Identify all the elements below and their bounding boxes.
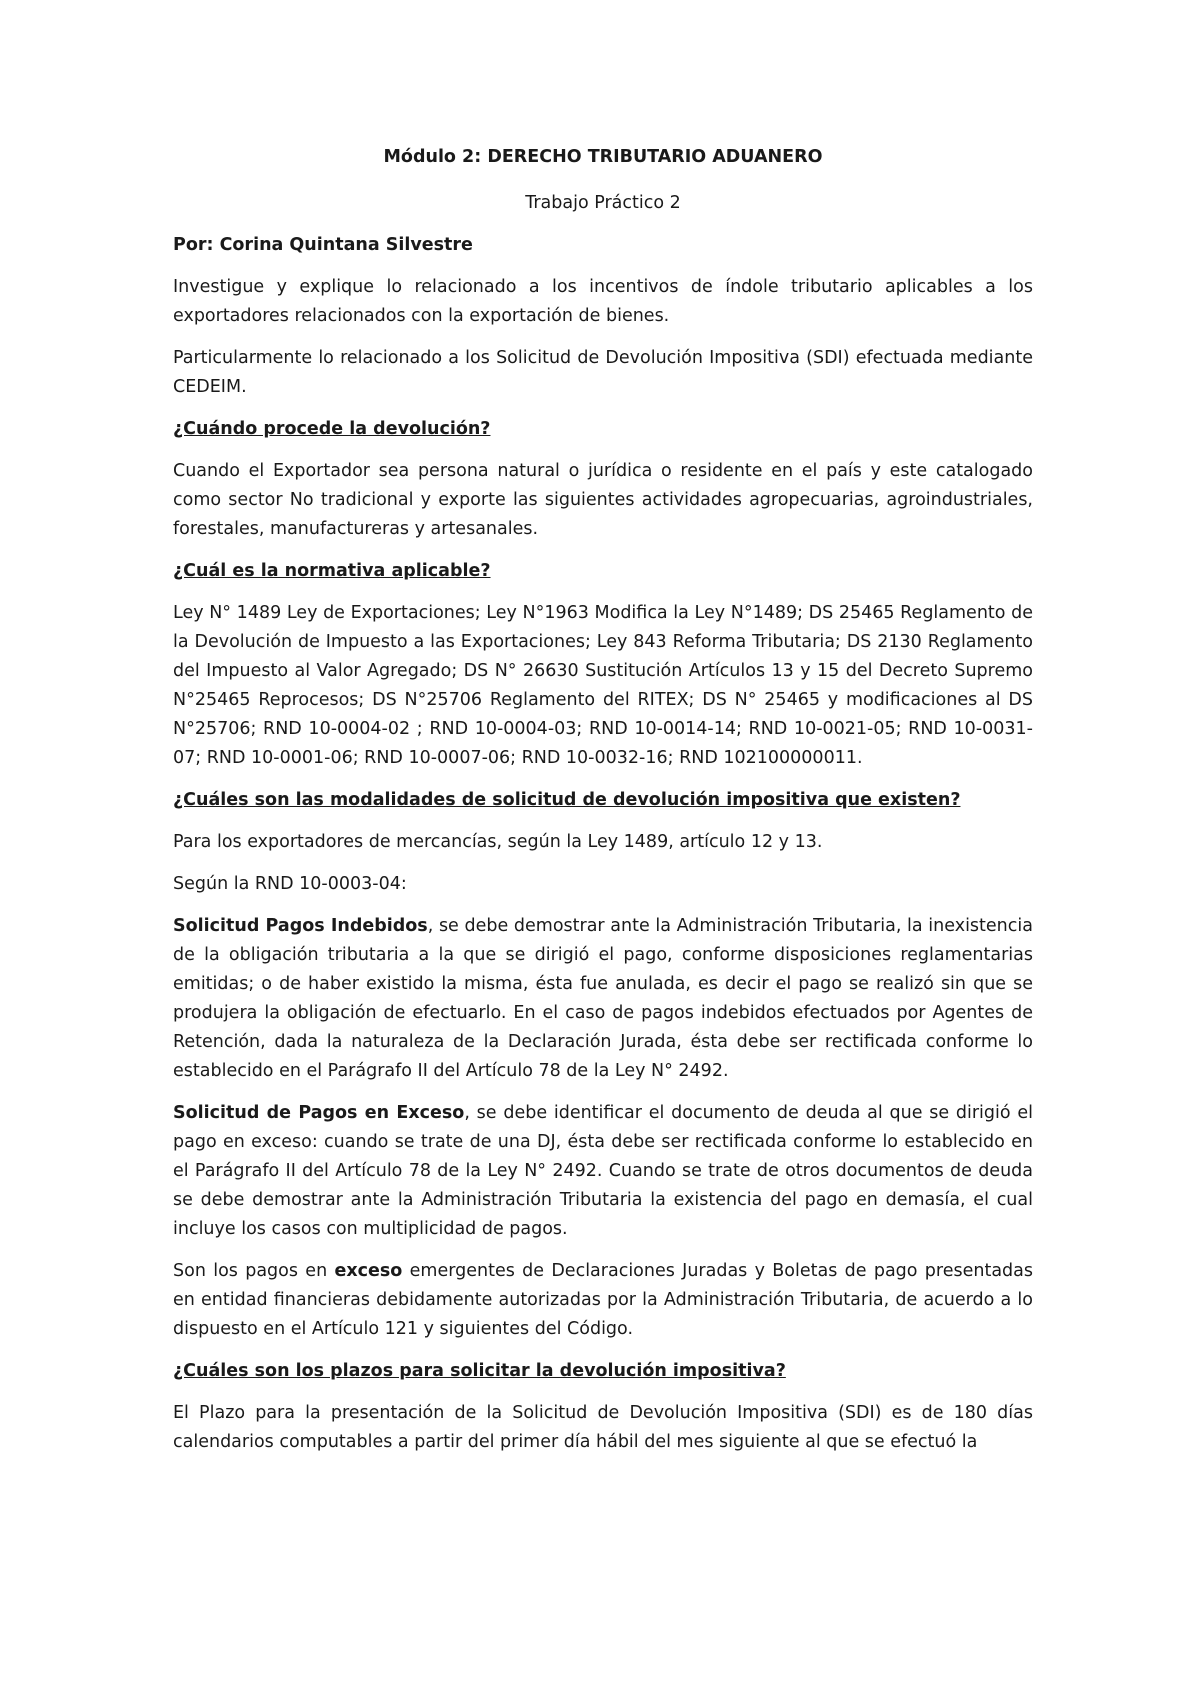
document-title: Módulo 2: DERECHO TRIBUTARIO ADUANERO [383,147,823,167]
pagos-indebidos-text: , se debe demostrar ante la Administración Tributaria, la inexistencia de la obligación tributaria a la que se dirigió el pago, conforme disposiciones reglamentarias emitidas; o de haber existido la misma, ésta fue anulada, es decir el pago se realizó sin que se produjera la obligación de efectuarlo. En el caso de pagos indebidos efectuados por Agentes de Retención, dada la naturaleza de la Declaración Jurada, ésta debe ser rectificada conforme lo establecido en el Parágrafo II del Artículo 78 de la Ley N° 2492. [173,916,1033,1081]
answer-paragraph-2: Ley N° 1489 Ley de Exportaciones; Ley N°1963 Modifica la Ley N°1489; DS 25465 Reglamento de la Devolución de Impuesto a las Exportaciones; Ley 843 Reforma Tributaria; DS 2130 Reglamento del Impuesto al Valor Agregado; DS N° 26630 Sustitución Artículos 13 y 15 del Decreto Supremo N°25465 Reprocesos; DS N°25706 Reglamento del RITEX; DS N° 25465 y modificaciones al DS N°25706; RND 10-0004-02 ; RND 10-0004-03; RND 10-0014-14; RND 10-0021-05; RND 10-0031-07; RND 10-0001-06; RND 10-0007-06; RND 10-0032-16; RND 102100000011. [173,603,1033,768]
intro-paragraph-2: Particularmente lo relacionado a los Solicitud de Devolución Impositiva (SDI) efectuada mediante CEDEIM. [173,348,1033,397]
pagos-exceso-paragraph [173,1099,1033,1244]
pagos-indebidos-paragraph [173,912,1033,1086]
question-heading-2: ¿Cuál es la normativa aplicable? [173,561,491,581]
exceso-word: exceso [334,1261,403,1281]
answer-paragraph-1: Cuando el Exportador sea persona natural o jurídica o residente en el país y este catalogado como sector No tradicional y exporte las siguientes actividades agropecuarias, agroindustriales, forestales, manufactureras y artesanales. [173,461,1033,539]
question-heading-1: ¿Cuándo procede la devolución? [173,419,491,439]
intro-paragraph-1: Investigue y explique lo relacionado a los incentivos de índole tributario aplicables a los exportadores relacionados con la exportación de bienes. [173,277,1033,326]
pagos-exceso-text: , se debe identificar el documento de deuda al que se dirigió el pago en exceso: cuando se trate de una DJ, ésta debe ser rectificada conforme lo establecido en el Parágrafo II del Artículo 78 de la Ley N° 2492. Cuando se trate de otros documentos de deuda se debe demostrar ante la Administración Tributaria la existencia del pago en demasía, el cual incluye los casos con multiplicidad de pagos. [173,1103,1034,1239]
answer-paragraph-4: El Plazo para la presentación de la Solicitud de Devolución Impositiva (SDI) es de 180 días calendarios computables a partir del primer día hábil del mes siguiente al que se efectuó la [173,1403,1033,1452]
question-heading-4: ¿Cuáles son los plazos para solicitar la devolución impositiva? [173,1361,786,1381]
exceso-paragraph [173,1257,1033,1344]
answer-paragraph-3a: Para los exportadores de mercancías, según la Ley 1489, artículo 12 y 13. [173,832,823,852]
pagos-indebidos-label: Solicitud Pagos Indebidos [173,916,428,936]
pagos-exceso-label: Solicitud de Pagos en Exceso [173,1103,465,1123]
question-heading-3: ¿Cuáles son las modalidades de solicitud de devolución impositiva que existen? [173,790,961,810]
document-subtitle: Trabajo Práctico 2 [525,193,681,213]
answer-paragraph-3b: Según la RND 10-0003-04: [173,874,407,894]
exceso-pre-text: Son los pagos en [173,1261,335,1281]
exceso-post-text: emergentes de Declaraciones Juradas y Boletas de pago presentadas en entidad financieras debidamente autorizadas por la Administración Tributaria, de acuerdo a lo dispuesto en el Artículo 121 y siguientes del Código. [173,1261,1033,1339]
document-author: Por: Corina Quintana Silvestre [173,235,473,255]
